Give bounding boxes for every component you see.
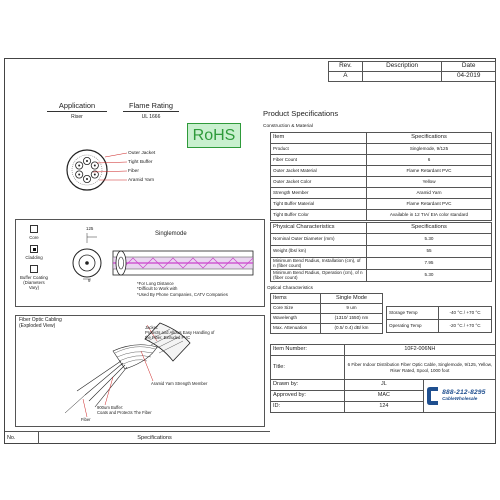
application-heading: Application xyxy=(47,101,107,112)
optical-row xyxy=(271,304,383,314)
singlemode-label: Singlemode xyxy=(155,231,187,237)
construction-row xyxy=(271,188,492,199)
single-mode-header: Single Mode xyxy=(321,294,383,304)
optical-value: (0.5/ 0.4) dB/ km xyxy=(321,324,383,334)
logo-phone: 888-212-8295 xyxy=(442,389,486,397)
cladding-label: Cladding xyxy=(25,255,43,260)
outer-jacket-label: Outer Jacket xyxy=(128,151,156,156)
physical-item: Nominal Outer Diameter (mm) xyxy=(271,234,367,246)
buffer-callout: 900um Buffer: Coats and Protects The Fiber xyxy=(97,405,152,416)
optical-row xyxy=(271,324,383,334)
physical-row xyxy=(271,234,492,246)
item-col-header: Item xyxy=(271,133,367,144)
physical-item: Minimum Bend Radius, Installation (cm), of n (fiber count) xyxy=(271,258,367,270)
rev-value: A xyxy=(329,72,363,82)
construction-item: Strength Member xyxy=(271,188,367,199)
optical-value: (1310/ 1550) nm xyxy=(321,314,383,324)
optical-section-label: Optical Characteristics xyxy=(267,285,313,290)
construction-item: Tight Buffer Material xyxy=(271,199,367,210)
drawn-by-value: JL xyxy=(344,380,423,391)
construction-row xyxy=(271,199,492,210)
temperature-item: Operating Temp xyxy=(387,320,439,333)
construction-row xyxy=(271,144,492,155)
id-value: 124 xyxy=(344,402,423,413)
cross-section-labels xyxy=(128,149,155,185)
construction-row xyxy=(271,155,492,166)
physical-row xyxy=(271,270,492,282)
title-block xyxy=(270,344,496,413)
title-value: 6 Fiber Indoor Distribution Fiber Optic Cable, Singlemode, 9/125, Yellow, Riser Rated, Spool, 1000 foot xyxy=(344,356,495,380)
application-block xyxy=(47,101,107,120)
approved-by-label: Approved by: xyxy=(271,391,345,402)
physical-item: Minimum Bend Radius, Operation (cm), of n (fiber count) xyxy=(271,270,367,282)
temperature-value: -20 °C / +70 °C xyxy=(439,320,492,333)
logo-mark-icon xyxy=(426,385,440,407)
temperature-row xyxy=(387,320,492,333)
construction-value: Yellow xyxy=(367,177,492,188)
rohs-badge: RoHS xyxy=(187,123,241,148)
description-value xyxy=(362,72,442,82)
buffer-coating-swatch xyxy=(30,265,38,273)
cable-cross-section xyxy=(63,145,127,195)
physical-value: 7.95 xyxy=(367,258,492,270)
logo-name: CableWholesale xyxy=(442,396,478,401)
optical-table xyxy=(270,293,383,334)
revision-table xyxy=(328,61,496,82)
item-number-value: 10F2-006NH xyxy=(344,345,495,356)
temperature-table xyxy=(386,306,492,333)
construction-row xyxy=(271,166,492,177)
cabling-title: Fiber Optic Cabling (Exploded View) xyxy=(19,317,62,329)
optical-items-header: Items xyxy=(271,294,321,304)
aramid-callout: Aramid Yarn Strength Member xyxy=(151,381,208,386)
item-number-label: Item Number: xyxy=(271,345,345,356)
note-long-distance: *For Long Distance xyxy=(137,281,174,286)
tight-buffer-label: Tight Buffer xyxy=(128,160,153,165)
construction-value: Available in 12 TIA/ EIA color standard xyxy=(367,210,492,221)
physical-value: 55 xyxy=(367,246,492,258)
construction-item: Product xyxy=(271,144,367,155)
temperature-row xyxy=(387,307,492,320)
construction-row xyxy=(271,210,492,221)
flame-rating-block xyxy=(123,101,179,120)
physical-spec-header: Specifications xyxy=(367,223,492,234)
optical-row xyxy=(271,314,383,324)
note-used-by: *Used By Phone Companies, CATV Companies xyxy=(137,291,228,297)
note-difficult: *Difficult to Work with xyxy=(137,286,178,292)
construction-value: 6 xyxy=(367,155,492,166)
physical-value: 5.30 xyxy=(367,234,492,246)
physical-row xyxy=(271,246,492,258)
cladding-swatch xyxy=(30,245,38,253)
buffer-coating-label: Buffer Coating (Diameters Vary) xyxy=(20,275,48,291)
construction-value: Aramid Yarn xyxy=(367,188,492,199)
optical-value: 9 um xyxy=(321,304,383,314)
optical-item: Max. Attenuation xyxy=(271,324,321,334)
spec-sheet xyxy=(4,58,496,444)
construction-section-label: Construction & Material xyxy=(263,124,313,129)
footer-specifications-label: Specifications xyxy=(137,435,172,441)
aramid-yarn-label: Aramid Yarn xyxy=(128,178,155,183)
temperature-value: -40 °C / +70 °C xyxy=(439,307,492,320)
construction-value: Flame Retardant PVC xyxy=(367,166,492,177)
description-header: Description xyxy=(362,62,442,72)
cablewholesale-logo xyxy=(426,385,493,407)
construction-table xyxy=(270,132,492,221)
construction-value: Flame Retardant PVC xyxy=(367,199,492,210)
approved-by-value: MAC xyxy=(344,391,423,402)
construction-row xyxy=(271,177,492,188)
temperature-item: Storage Temp xyxy=(387,307,439,320)
rev-header: Rev. xyxy=(329,62,363,72)
id-label: ID: xyxy=(271,402,345,413)
footer-no-label: No. xyxy=(5,432,39,444)
construction-value: Singlemode, 9/125 xyxy=(367,144,492,155)
date-value: 04-2019 xyxy=(442,72,496,82)
dim-bottom-label: 9 xyxy=(88,278,91,283)
construction-item: Outer Jacket Color xyxy=(271,177,367,188)
flame-rating-heading: Flame Rating xyxy=(123,101,179,112)
dim-top-label: 125 xyxy=(86,226,94,231)
jacket-callout: Jacket: Protects and Allows Easy Handling of the Fiber. Extruded PVC xyxy=(145,325,215,341)
application-value: Riser xyxy=(71,114,83,120)
optical-item: Core Size xyxy=(271,304,321,314)
construction-item: Outer Jacket Material xyxy=(271,166,367,177)
footer-row xyxy=(5,431,270,444)
drawn-by-label: Drawn by: xyxy=(271,380,345,391)
fiber-label: Fiber xyxy=(128,169,139,174)
physical-value: 5.30 xyxy=(367,270,492,282)
fiber-notes xyxy=(137,281,228,297)
logo-cell xyxy=(424,380,496,413)
core-label: Core xyxy=(29,235,39,240)
physical-col-header: Physical Characteristics xyxy=(271,223,367,234)
physical-item: Weight (lbs/ km) xyxy=(271,246,367,258)
title-label: Title: xyxy=(271,356,345,380)
construction-item: Tight Buffer Color xyxy=(271,210,367,221)
core-swatch xyxy=(30,225,38,233)
product-specs-heading: Product Specifications xyxy=(263,109,339,118)
optical-item: Wavelength xyxy=(271,314,321,324)
fiber-callout: Fiber xyxy=(81,417,91,422)
physical-row xyxy=(271,258,492,270)
physical-table xyxy=(270,222,492,282)
flame-rating-value: UL 1666 xyxy=(141,114,161,120)
fiber-legend xyxy=(19,225,49,290)
construction-item: Fiber Count xyxy=(271,155,367,166)
spec-col-header: Specifications xyxy=(367,133,492,144)
date-header: Date xyxy=(442,62,496,72)
